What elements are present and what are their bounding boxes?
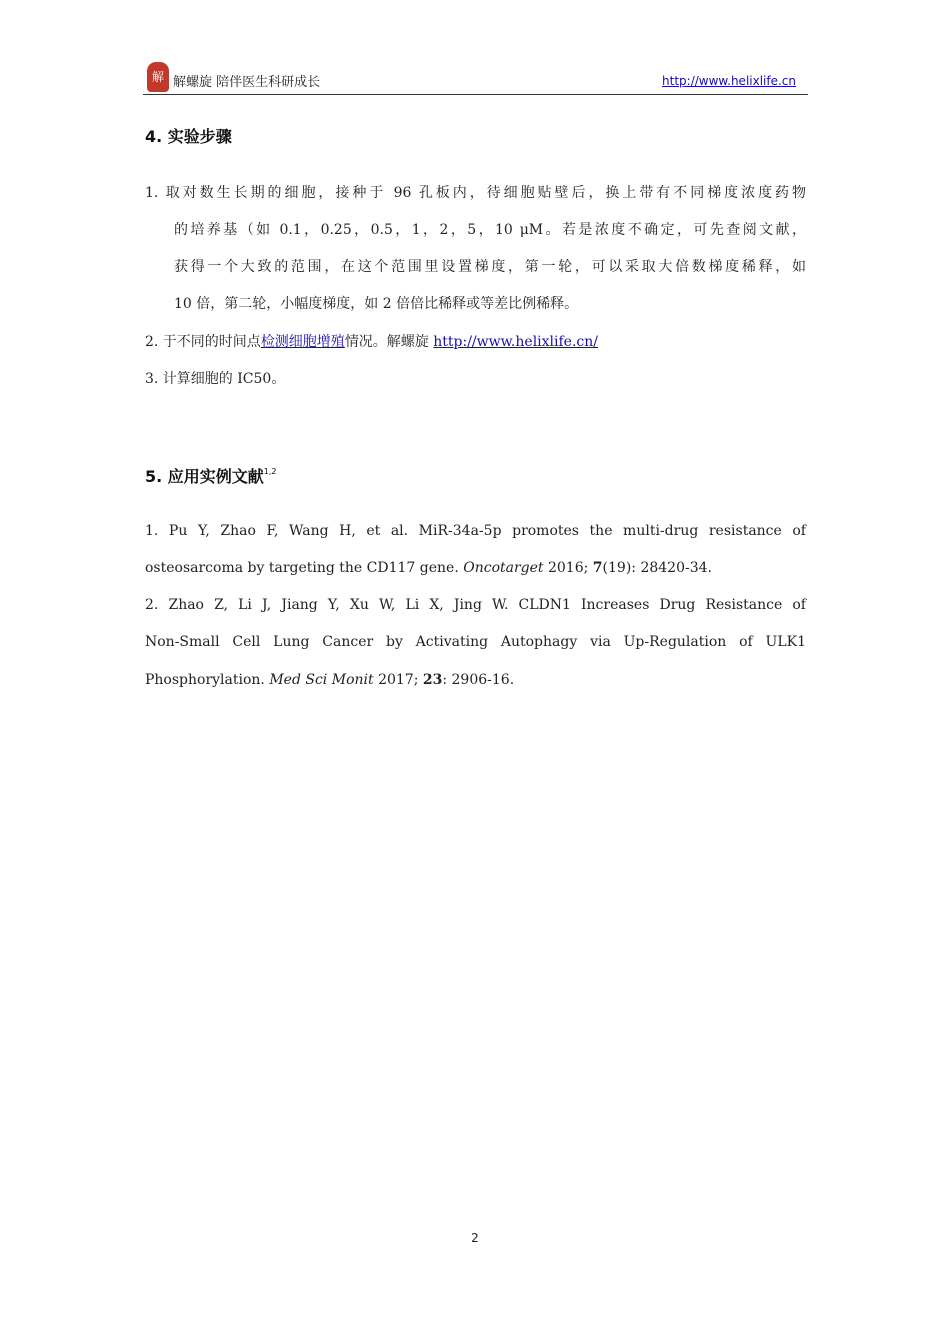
reference-2-title-end: Phosphorylation. — [145, 672, 270, 688]
step-3: 3. 计算细胞的 IC50。 — [145, 371, 286, 387]
helixlife-logo: 解 — [147, 62, 169, 92]
section-4-title: 4. 实验步骤 — [145, 127, 232, 146]
header-url-link[interactable]: http://www.helixlife.cn — [662, 74, 796, 88]
brand-slogan: 解螺旋 陪伴医生科研成长 — [173, 75, 321, 90]
reference-1-title-end: osteosarcoma by targeting the CD117 gene. — [145, 560, 464, 576]
reference-2-line-3 — [145, 672, 514, 688]
section-5-citation-sup: 1,2 — [263, 467, 277, 476]
step-2-prefix: 2. 于不同的时间点 — [145, 334, 261, 350]
reference-2-pages: : 2906-16. — [442, 672, 515, 688]
page-header — [143, 60, 808, 95]
reference-2-line-1: 2. Zhao Z, Li J, Jiang Y, Xu W, Li X, Jing W. CLDN1 Increases Drug Resistance of — [145, 597, 806, 613]
reference-2-volume: 23 — [422, 672, 443, 688]
reference-1-line-2 — [145, 560, 712, 576]
helixlife-url-link[interactable]: http://www.helixlife.cn/ — [433, 334, 598, 350]
reference-1-year: 2016; — [543, 560, 593, 576]
step-1-line-1: 1. 取对数生长期的细胞，接种于 96 孔板内，待细胞贴壁后，换上带有不同梯度浓度药物 — [145, 185, 806, 201]
step-2 — [145, 331, 598, 351]
reference-2-year: 2017; — [373, 672, 423, 688]
section-5-title — [145, 464, 277, 487]
reference-1-line-1: 1. Pu Y, Zhao F, Wang H, et al. MiR-34a-5p promotes the multi-drug resistance of — [145, 523, 806, 539]
section-5-title-text: 5. 应用实例文献 — [145, 467, 264, 486]
cell-proliferation-link[interactable]: 检测细胞增殖 — [260, 334, 345, 350]
reference-1-volume: 7 — [592, 560, 603, 576]
step-1-line-4: 10 倍，第二轮，小幅度梯度，如 2 倍倍比稀释或等差比例稀释。 — [174, 296, 579, 312]
step-1-line-3: 获得一个大致的范围，在这个范围里设置梯度，第一轮，可以采取大倍数梯度稀释，如 — [174, 259, 806, 275]
page-number: 2 — [471, 1231, 479, 1245]
step-1-line-2: 的培养基（如 0.1，0.25，0.5，1，2，5，10 μM。若是浓度不确定，可先查阅文献， — [174, 222, 806, 238]
step-2-middle: 情况。解螺旋 — [344, 334, 434, 350]
reference-1-pages: (19): 28420-34. — [602, 560, 712, 576]
reference-2-line-2: Non-Small Cell Lung Cancer by Activating Autophagy via Up-Regulation of ULK1 — [145, 634, 806, 650]
reference-2-journal: Med Sci Monit — [269, 672, 374, 688]
reference-1-journal: Oncotarget — [463, 560, 544, 576]
